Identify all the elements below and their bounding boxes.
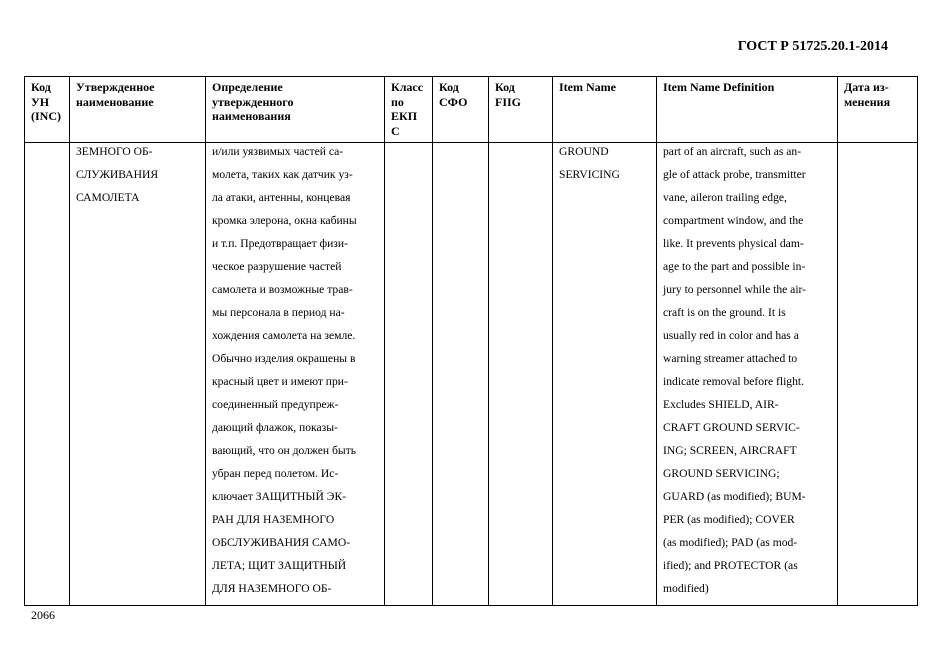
header-line: Утвержденное	[76, 80, 155, 94]
header-line: СФО	[439, 94, 468, 109]
text-line: craft is on the ground. It is	[663, 306, 786, 319]
header-line: Код	[439, 80, 459, 94]
header-line: УН	[31, 94, 50, 109]
text-line: PER (as modified); COVER	[663, 513, 795, 526]
header-line: по	[391, 94, 404, 109]
text-line: Обычно изделия окрашены в	[212, 352, 356, 365]
document-code: ГОСТ Р 51725.20.1-2014	[737, 39, 888, 54]
text-line: part of an aircraft, such as an-	[663, 145, 802, 158]
cell-approved-name	[70, 143, 206, 606]
header-line: наименования	[212, 109, 291, 123]
text-line: SERVICING	[559, 168, 620, 181]
text-line: САМОЛЕТА	[76, 191, 140, 204]
column-header-class-ekps	[385, 77, 433, 143]
column-header-code-sfo	[433, 77, 489, 143]
header-line: наименование	[76, 94, 154, 109]
header-line: Item Name	[559, 80, 616, 94]
text-line: indicate removal before flight.	[663, 375, 804, 388]
column-header-definition	[206, 77, 385, 143]
header-line: утвержденного	[212, 94, 294, 109]
text-line: compartment window, and the	[663, 214, 804, 227]
text-line: мы персонала в период на-	[212, 306, 345, 319]
text-line: дающий флажок, показы-	[212, 421, 338, 434]
gost-table	[24, 76, 918, 606]
text-line: и/или уязвимых частей са-	[212, 145, 344, 158]
column-header-approved-name	[70, 77, 206, 143]
text-line: ING; SCREEN, AIRCRAFT	[663, 444, 797, 457]
header-line: (INC)	[31, 109, 61, 123]
text-line: убран перед полетом. Ис-	[212, 467, 339, 480]
cell-class-ekps	[385, 143, 433, 606]
text-line: РАН ДЛЯ НАЗЕМНОГО	[212, 513, 335, 526]
page-number: 2066	[31, 608, 55, 622]
text-line: modified)	[663, 582, 709, 595]
text-line: GROUND	[559, 145, 609, 158]
text-line: ified); and PROTECTOR (as	[663, 559, 798, 572]
cell-inc	[25, 143, 70, 606]
text-line: usually red in color and has a	[663, 329, 799, 342]
header-line: Item Name Definition	[663, 80, 775, 94]
header-line: Код	[495, 80, 515, 94]
column-header-inc	[25, 77, 70, 143]
text-line: GUARD (as modified); BUM-	[663, 490, 806, 503]
text-line: age to the part and possible in-	[663, 260, 806, 273]
table-row	[25, 143, 918, 606]
text-line: СЛУЖИВАНИЯ	[76, 168, 159, 181]
text-line: кромка элерона, окна кабины	[212, 214, 357, 227]
column-header-item-name	[553, 77, 657, 143]
text-line: gle of attack probe, transmitter	[663, 168, 806, 181]
text-line: GROUND SERVICING;	[663, 467, 780, 480]
text-line: ла атаки, антенны, концевая	[212, 191, 351, 204]
text-line: Excludes SHIELD, AIR-	[663, 398, 779, 411]
text-line: like. It prevents physical dam-	[663, 237, 804, 250]
header-line: Дата из-	[844, 80, 889, 94]
header-line: Определение	[212, 80, 283, 94]
text-line: jury to personnel while the air-	[663, 283, 807, 296]
text-line: хождения самолета на земле.	[212, 329, 356, 342]
cell-item-name-definition	[657, 143, 838, 606]
header-line: С	[391, 123, 400, 138]
text-line: красный цвет и имеют при-	[212, 375, 348, 388]
text-line: (as modified); PAD (as mod-	[663, 536, 798, 549]
text-line: ческое разрушение частей	[212, 260, 342, 273]
table-header-row	[25, 77, 918, 143]
text-line: vane, aileron trailing edge,	[663, 191, 787, 204]
column-header-code-fiig	[489, 77, 553, 143]
text-line: ДЛЯ НАЗЕМНОГО ОБ-	[212, 582, 332, 595]
text-line: ОБСЛУЖИВАНИЯ САМО-	[212, 536, 351, 549]
column-header-item-name-definition	[657, 77, 838, 143]
header-line: менения	[844, 94, 891, 109]
cell-change-date	[838, 143, 918, 606]
text-line: ЗЕМНОГО ОБ-	[76, 145, 153, 158]
header-line: Код	[31, 80, 51, 94]
text-line: самолета и возможные трав-	[212, 283, 353, 296]
header-line: Класс	[391, 80, 424, 94]
text-line: вающий, что он должен быть	[212, 444, 357, 457]
cell-code-sfo	[433, 143, 489, 606]
cell-code-fiig	[489, 143, 553, 606]
text-line: молета, таких как датчик уз-	[212, 168, 353, 181]
header-line: FIIG	[495, 94, 522, 109]
column-header-change-date	[838, 77, 918, 143]
text-line: ЛЕТА; ЩИТ ЗАЩИТНЫЙ	[212, 559, 347, 572]
cell-definition-ru	[206, 143, 385, 606]
text-line: и т.п. Предотвращает физи-	[212, 237, 348, 250]
text-line: CRAFT GROUND SERVIC-	[663, 421, 800, 434]
text-line: соединенный предупреж-	[212, 398, 339, 411]
cell-item-name	[553, 143, 657, 606]
text-line: warning streamer attached to	[663, 352, 798, 365]
header-line: ЕКП	[391, 109, 418, 123]
text-line: ключает ЗАЩИТНЫЙ ЭК-	[212, 490, 347, 503]
